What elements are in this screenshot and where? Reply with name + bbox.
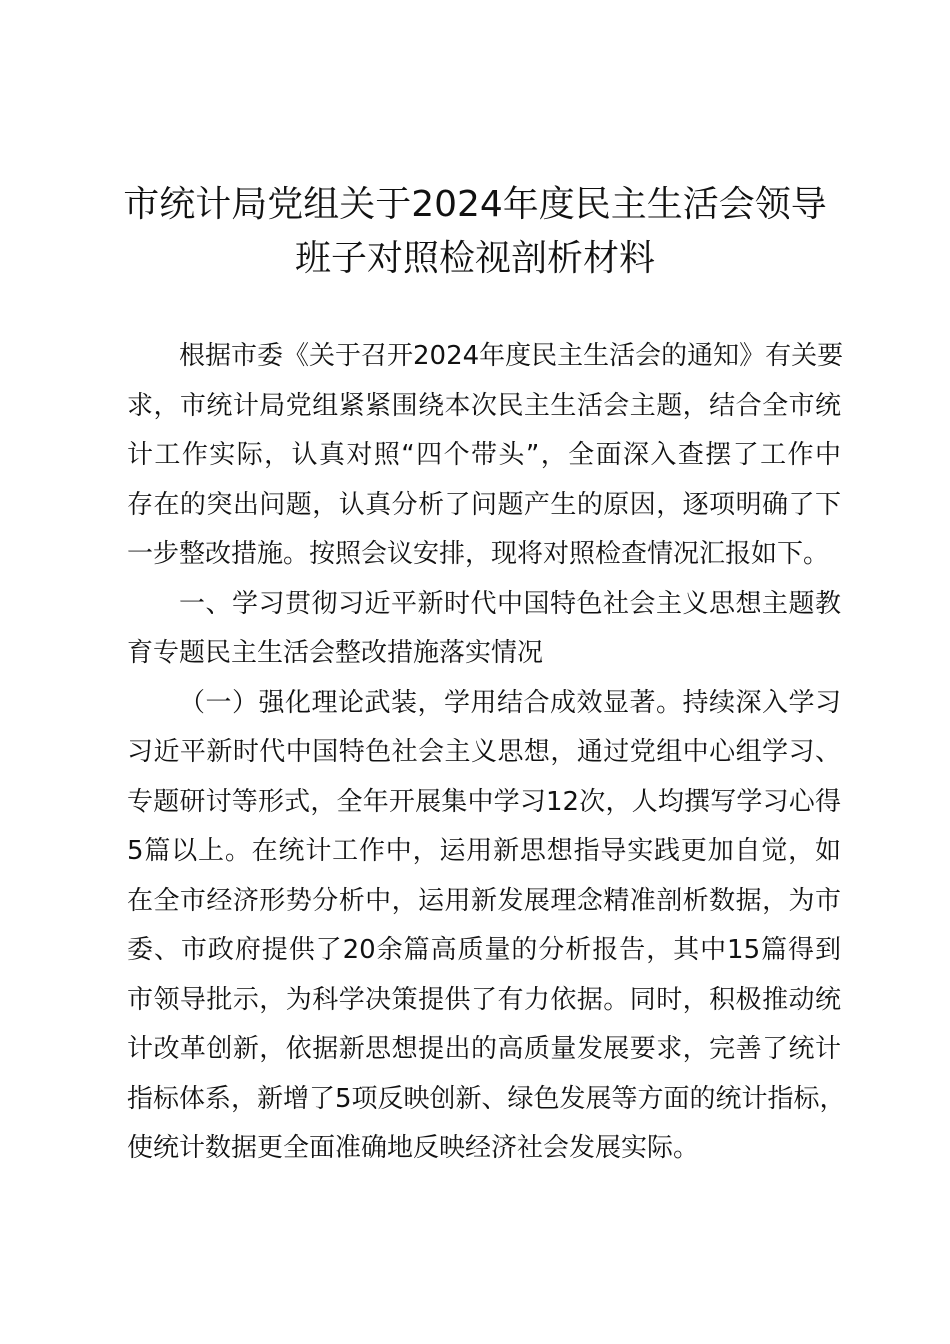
text-line: （一）强化理论武装，学用结合成效显著。持续深入学习: [179, 687, 841, 718]
text-line: 根据市委《关于召开2024年度民主生活会的通知》有关要: [179, 341, 844, 371]
title-line: 班子对照检视剖析材料: [294, 238, 655, 279]
text-line: 一、学习贯彻习近平新时代中国特色社会主义思想主题教: [179, 588, 841, 619]
document-body: [127, 332, 846, 1174]
title-line: 市统计局党组关于2024年度民主生活会领导: [123, 184, 827, 225]
text-line: 求，市统计局党组紧紧围绕本次民主生活会主题，结合全市统: [127, 390, 841, 421]
text-line: 5篇以上。在统计工作中，运用新思想指导实践更加自觉，如: [127, 836, 841, 866]
text-line: 指标体系，新增了5项反映创新、绿色发展等方面的统计指标，: [127, 1083, 846, 1114]
text-line: 计改革创新，依据新思想提出的高质量发展要求，完善了统计: [127, 1034, 841, 1064]
text-line: 使统计数据更全面准确地反映经济社会发展实际。: [127, 1133, 700, 1163]
text-line: 专题研讨等形式，全年开展集中学习12次，人均撰写学习心得: [127, 786, 841, 817]
text-line: 计工作实际，认真对照“四个带头”，全面深入查摆了工作中: [127, 440, 841, 470]
text-line: 委、市政府提供了20余篇高质量的分析报告，其中15篇得到: [127, 935, 841, 965]
document-title: [100, 178, 850, 286]
text-line: 存在的突出问题，认真分析了问题产生的原因，逐项明确了下: [127, 489, 841, 520]
text-line: 市领导批示，为科学决策提供了有力依据。同时，积极推动统: [127, 984, 841, 1015]
text-line: 习近平新时代中国特色社会主义思想，通过党组中心组学习、: [127, 737, 841, 767]
text-line: 在全市经济形势分析中，运用新发展理念精准剖析数据，为市: [127, 885, 841, 916]
text-line: 一步整改措施。按照会议安排，现将对照检查情况汇报如下。: [127, 539, 830, 569]
section-heading: [127, 580, 841, 679]
subsection-paragraph: [127, 679, 846, 1174]
intro-paragraph: [127, 332, 844, 580]
text-line: 育专题民主生活会整改措施落实情况: [127, 638, 544, 668]
